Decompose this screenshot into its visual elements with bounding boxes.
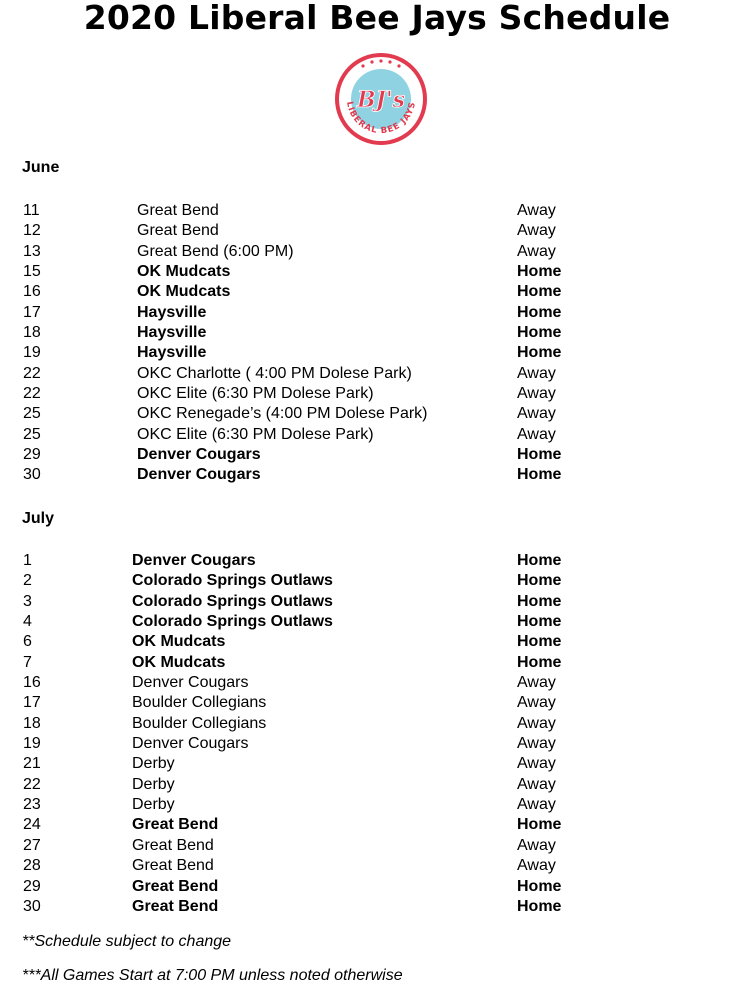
logo-ring-text: LIBERAL BEE JAYS [344,100,419,137]
june-schedule [0,201,754,486]
game-location: Home [517,446,562,464]
game-day: 24 [23,816,41,834]
game-day: 16 [23,674,41,692]
game-opponent: OK Mudcats [137,263,231,281]
game-day: 30 [23,897,41,915]
game-day: 17 [23,303,41,321]
schedule-row [0,262,754,282]
game-location: Home [517,816,562,834]
game-opponent: Colorado Springs Outlaws [132,592,333,610]
schedule-row [0,592,754,612]
game-location: Home [517,897,562,915]
game-opponent: OK Mudcats [132,633,226,651]
game-opponent: Great Bend [132,836,214,854]
game-location: Away [517,714,556,732]
game-opponent: Boulder Collegians [132,694,267,712]
schedule-row [0,775,754,795]
schedule-row [0,551,754,571]
game-day: 18 [23,324,41,342]
game-location: Away [517,755,556,773]
game-location: Home [517,613,562,631]
schedule-row [0,653,754,673]
game-opponent: Denver Cougars [137,446,261,464]
game-day: 3 [23,592,32,610]
game-location: Away [517,694,556,712]
game-opponent: Great Bend [132,816,219,834]
schedule-row [0,343,754,363]
game-location: Home [517,877,562,895]
game-day: 7 [23,653,32,671]
schedule-row [0,364,754,384]
schedule-row [0,445,754,465]
schedule-row [0,673,754,693]
schedule-row [0,897,754,917]
game-day: 22 [23,775,41,793]
game-location: Home [517,283,562,301]
game-opponent: Denver Cougars [132,552,256,569]
game-location: Away [517,796,556,814]
game-day: 30 [23,466,41,484]
game-opponent: Derby [132,796,175,814]
june-heading: June [22,159,60,176]
game-opponent: Great Bend (6:00 PM) [137,242,294,260]
schedule-row [0,612,754,632]
schedule-change-note: **Schedule subject to change [22,933,232,950]
game-opponent: OKC Charlotte ( 4:00 PM Dolese Park) [137,364,412,382]
game-day: 22 [23,364,41,382]
game-location: Home [517,572,562,590]
schedule-row [0,323,754,343]
bee-jays-logo [334,52,428,146]
game-location: Home [517,303,562,321]
game-location: Away [517,857,556,875]
game-day: 22 [23,385,41,403]
game-location: Away [517,242,556,260]
game-day: 25 [23,425,41,443]
game-opponent: Haysville [137,324,207,342]
july-heading: July [22,510,55,527]
game-location: Away [517,836,556,854]
game-opponent: OKC Elite (6:30 PM Dolese Park) [137,385,374,403]
game-location: Away [517,385,556,403]
schedule-row [0,877,754,897]
game-opponent: Denver Cougars [132,735,249,753]
game-day: 19 [23,735,41,753]
schedule-row [0,571,754,591]
game-location: Home [517,653,562,671]
game-location: Away [517,425,556,443]
schedule-row [0,303,754,323]
schedule-row [0,221,754,241]
page-title: 2020 Liberal Bee Jays Schedule [83,0,671,37]
game-opponent: Derby [132,775,175,793]
schedule-row [0,425,754,445]
game-location: Away [517,202,556,219]
game-opponent: Denver Cougars [137,466,261,484]
game-location: Home [517,324,562,342]
start-time-note: ***All Games Start at 7:00 PM unless noted otherwise [22,967,403,984]
schedule-row [0,384,754,404]
game-opponent: Great Bend [137,222,219,240]
game-opponent: Denver Cougars [132,674,249,692]
game-day: 2 [23,572,32,590]
schedule-row [0,693,754,713]
game-day: 23 [23,796,41,814]
game-opponent: OK Mudcats [132,653,226,671]
game-opponent: Colorado Springs Outlaws [132,613,333,631]
game-location: Away [517,735,556,753]
game-day: 29 [23,446,41,464]
game-opponent: Haysville [137,344,207,362]
game-location: Away [517,775,556,793]
schedule-row [0,734,754,754]
game-opponent: Great Bend [132,857,214,875]
game-day: 17 [23,694,41,712]
game-location: Home [517,552,562,569]
game-day: 1 [23,552,32,569]
game-day: 27 [23,836,41,854]
schedule-row [0,282,754,302]
schedule-row [0,795,754,815]
game-opponent: Colorado Springs Outlaws [132,572,333,590]
game-opponent: OK Mudcats [137,283,231,301]
schedule-row [0,465,754,485]
game-day: 12 [23,222,41,240]
game-location: Away [517,405,556,423]
game-opponent: Great Bend [132,897,219,915]
game-day: 13 [23,242,41,260]
logo-monogram: BJ's [356,87,406,113]
game-location: Home [517,592,562,610]
game-location: Away [517,364,556,382]
game-opponent: Boulder Collegians [132,714,267,732]
game-day: 16 [23,283,41,301]
game-day: 29 [23,877,41,895]
game-day: 11 [23,202,40,219]
july-schedule [0,551,754,917]
game-opponent: OKC Elite (6:30 PM Dolese Park) [137,425,374,443]
game-day: 18 [23,714,41,732]
schedule-row [0,242,754,262]
schedule-row [0,836,754,856]
schedule-row [0,201,754,221]
game-day: 19 [23,344,41,362]
game-location: Home [517,263,562,281]
game-day: 6 [23,633,32,651]
schedule-row [0,632,754,652]
schedule-row [0,754,754,774]
game-day: 28 [23,857,41,875]
schedule-row [0,714,754,734]
game-location: Home [517,466,562,484]
game-day: 25 [23,405,41,423]
game-opponent: Derby [132,755,175,773]
game-opponent: Haysville [137,303,207,321]
game-opponent: OKC Renegade’s (4:00 PM Dolese Park) [137,405,428,423]
schedule-row [0,815,754,835]
schedule-row [0,404,754,424]
game-day: 21 [23,755,41,773]
game-location: Away [517,222,556,240]
game-day: 4 [23,613,32,631]
game-location: Home [517,344,562,362]
schedule-row [0,856,754,876]
game-location: Home [517,633,562,651]
game-day: 15 [23,263,41,281]
game-opponent: Great Bend [132,877,219,895]
game-location: Away [517,674,556,692]
game-opponent: Great Bend [137,202,219,219]
